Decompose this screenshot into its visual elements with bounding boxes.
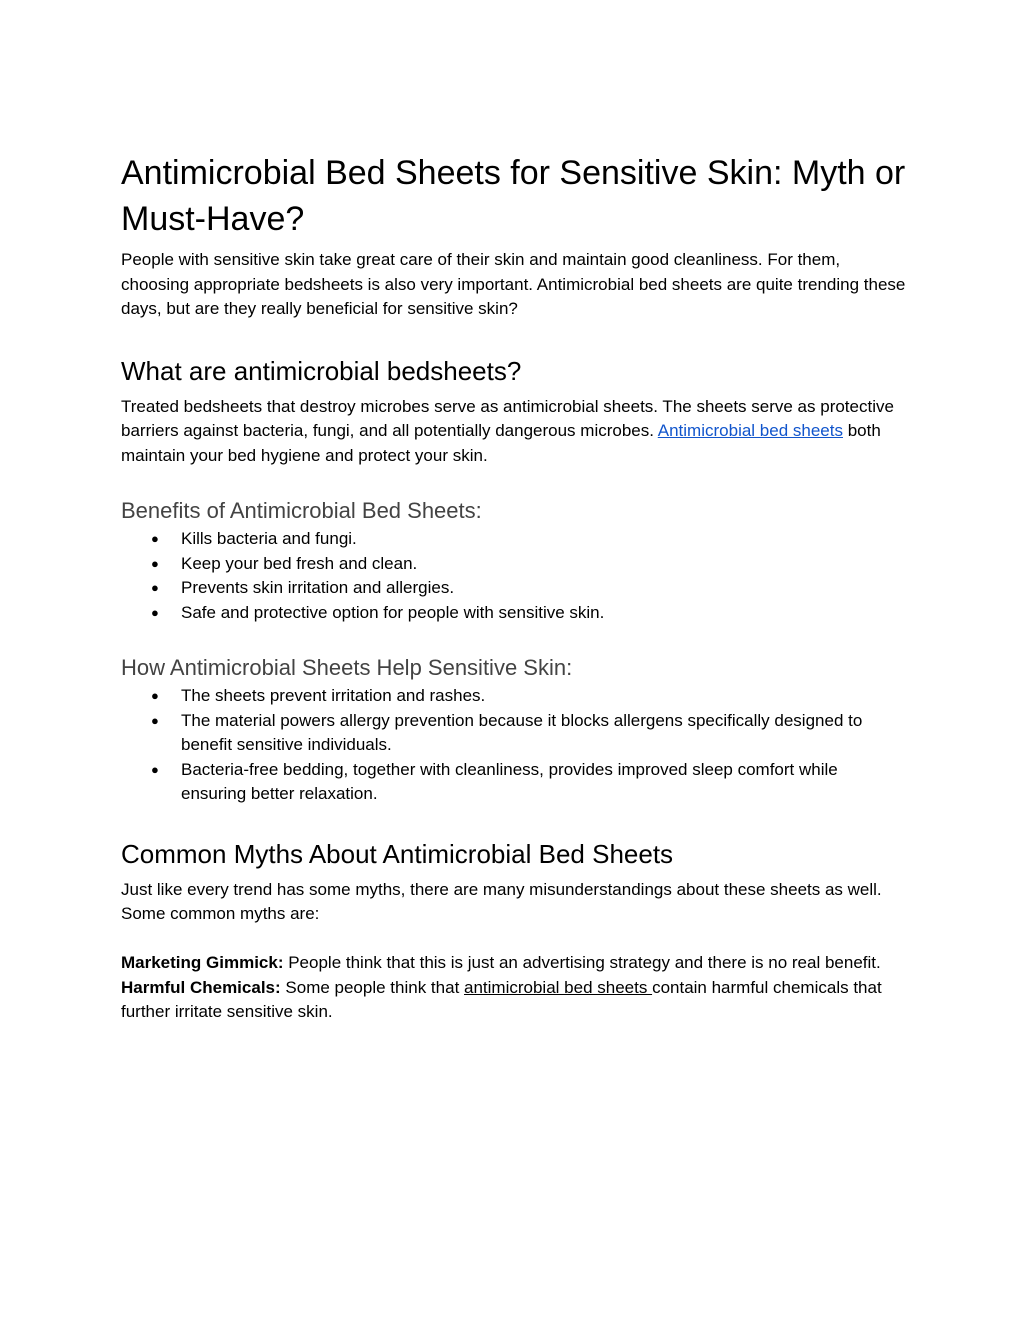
benefits-list: [121, 527, 906, 625]
bullet-icon: ●: [151, 761, 159, 777]
list-item-text: Kills bacteria and fungi.: [181, 529, 357, 548]
document-page: [121, 150, 906, 1025]
bullet-icon: ●: [151, 555, 159, 571]
bullet-icon: ●: [151, 531, 159, 546]
how-help-heading: How Antimicrobial Sheets Help Sensitive Skin:: [121, 655, 573, 680]
marketing-gimmick-text: People think that this is just an advertising strategy and there is no real benefit.: [283, 953, 881, 972]
list-item-text: The sheets prevent irritation and rashes.: [181, 686, 486, 705]
list-item-text: Prevents skin irritation and allergies.: [181, 578, 455, 597]
list-item: [121, 527, 906, 552]
bullet-icon: ●: [151, 688, 159, 703]
list-item-text: Bacteria-free bedding, together with cleanliness, provides improved sleep comfort while ensuring better relaxation.: [181, 759, 838, 803]
what-are-text-end: both maintain your bed hygiene and protect your skin.: [121, 421, 881, 465]
list-item: [121, 758, 906, 807]
list-item-text: Keep your bed fresh and clean.: [181, 553, 418, 573]
how-help-list: [121, 684, 906, 807]
antimicrobial-bed-sheets-link-2[interactable]: antimicrobial bed sheets: [464, 977, 653, 997]
myths-heading: Common Myths About Antimicrobial Bed Sheets: [121, 838, 674, 869]
bullet-icon: ●: [151, 712, 159, 728]
what-are-paragraph: [121, 395, 906, 469]
harmful-chemicals-text-end: contain harmful chemicals that further irritate sensitive skin.: [121, 977, 882, 1021]
what-are-heading: What are antimicrobial bedsheets?: [121, 355, 522, 386]
harmful-chemicals-text-start: Some people think that: [280, 977, 465, 997]
bullet-icon: ●: [151, 604, 159, 620]
intro-paragraph: People with sensitive skin take great care of their skin and maintain good cleanliness. For them, choosing appropriate bedsheets is also very important. Antimicrobial bed sheets are quite trending these days, but are they really beneficial for sensitive skin?: [121, 250, 906, 318]
harmful-chemicals-paragraph: [121, 976, 906, 1025]
list-item-text: The material powers allergy prevention because it blocks allergens specifically designed to benefit sensitive individuals.: [181, 710, 863, 754]
what-are-text-start: Treated bedsheets that destroy microbes serve as antimicrobial sheets. The sheets serve as protective barriers against bacteria, fungi, and all potentially dangerous microbes.: [121, 396, 894, 440]
antimicrobial-bed-sheets-link[interactable]: Antimicrobial bed sheets: [657, 421, 843, 440]
list-item: [121, 709, 906, 758]
bullet-icon: ●: [151, 580, 159, 595]
myths-intro-paragraph: Just like every trend has some myths, there are many misunderstandings about these sheets as well. Some common myths are:: [121, 879, 882, 923]
list-item: [121, 552, 906, 577]
marketing-gimmick-label: Marketing Gimmick:: [121, 953, 284, 972]
harmful-chemicals-label: Harmful Chemicals:: [121, 977, 281, 997]
benefits-heading: Benefits of Antimicrobial Bed Sheets:: [121, 498, 482, 523]
list-item: [121, 601, 906, 626]
list-item: [121, 684, 906, 709]
marketing-gimmick-paragraph: [121, 951, 906, 976]
list-item-text: Safe and protective option for people with sensitive skin.: [181, 602, 605, 622]
list-item: [121, 576, 906, 601]
document-title: Antimicrobial Bed Sheets for Sensitive Skin: Myth or Must-Have?: [121, 154, 906, 238]
